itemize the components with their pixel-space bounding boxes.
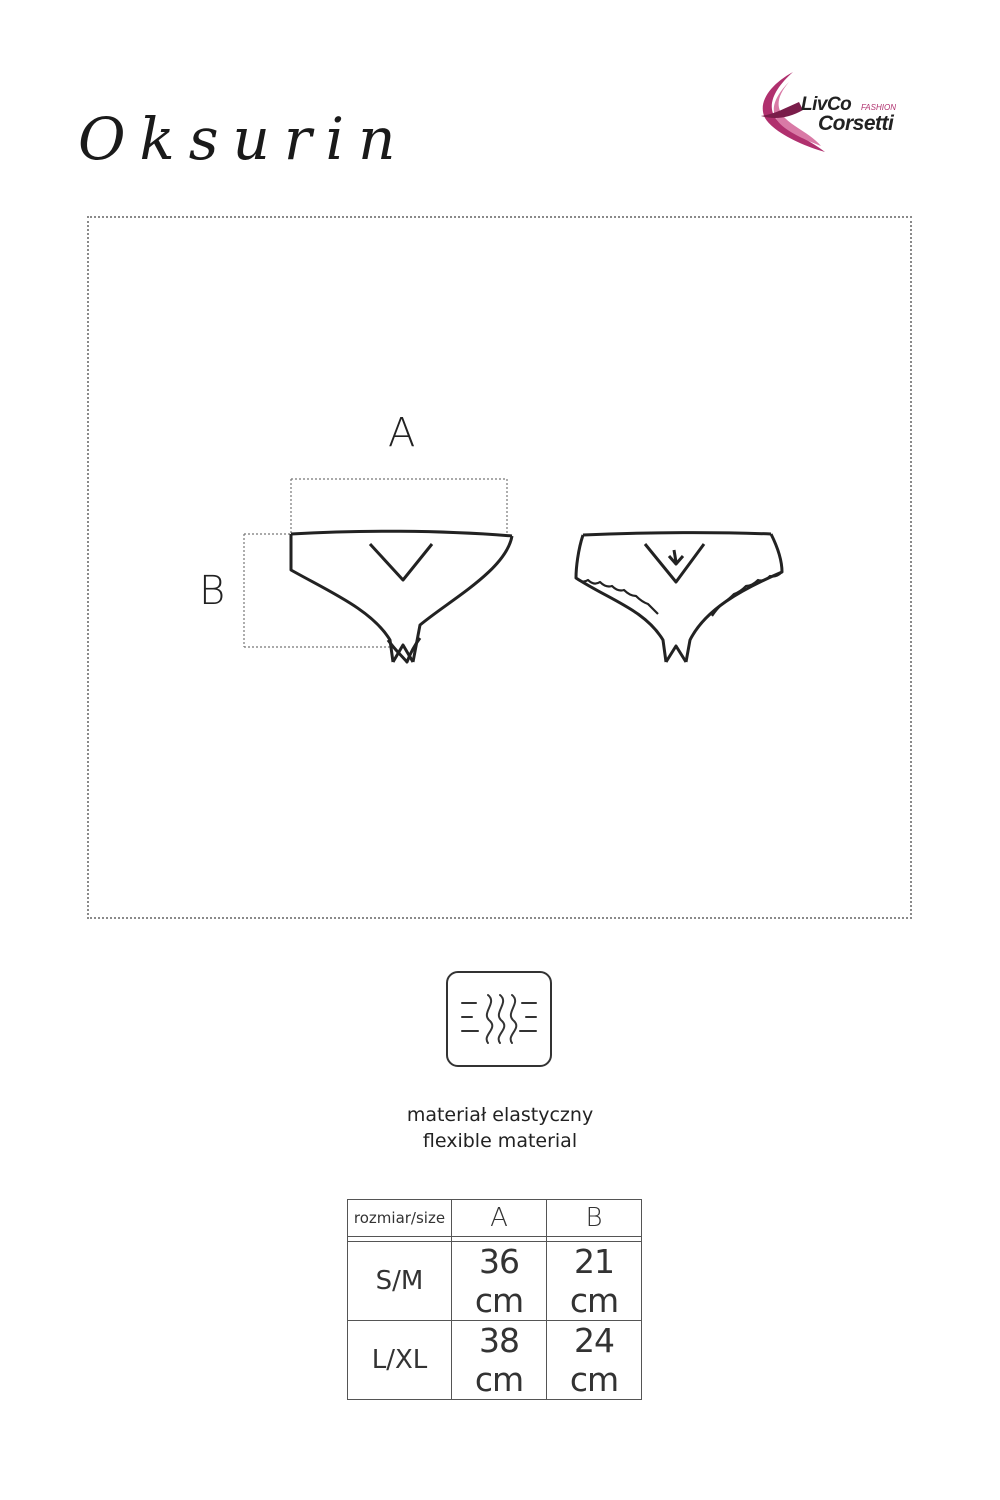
row-value-a: 36 cm — [452, 1242, 547, 1321]
stretch-arrows-icon — [448, 973, 550, 1065]
stretch-icon — [446, 971, 552, 1067]
material-text-en: flexible material — [422, 1130, 578, 1152]
row-value-a: 38 cm — [452, 1321, 547, 1400]
dimension-b-label: B — [199, 568, 226, 614]
header-size: rozmiar/size — [348, 1200, 452, 1237]
dimension-a-guide — [291, 479, 507, 534]
brand-name-livco: LivCo — [801, 94, 852, 115]
dimension-b-guide — [244, 534, 390, 647]
size-table — [347, 1199, 642, 1400]
row-size: L/XL — [348, 1321, 452, 1400]
brand-name-fashion: FASHION — [861, 103, 896, 112]
row-size: S/M — [348, 1242, 452, 1321]
row-value-b: 24 cm — [547, 1321, 642, 1400]
table-row — [348, 1321, 642, 1400]
back-brief-drawing — [576, 533, 782, 662]
header-b: B — [547, 1200, 642, 1237]
table-row — [348, 1242, 642, 1321]
header-a: A — [452, 1200, 547, 1237]
brand-name-corsetti: Corsetti — [818, 112, 894, 135]
size-table-header — [348, 1200, 642, 1237]
front-brief-drawing — [291, 531, 512, 662]
dimension-a-label: A — [388, 410, 416, 456]
material-text-pl: materiał elastyczny — [406, 1104, 594, 1126]
product-title: Oksurin — [78, 105, 410, 173]
row-value-b: 21 cm — [547, 1242, 642, 1321]
